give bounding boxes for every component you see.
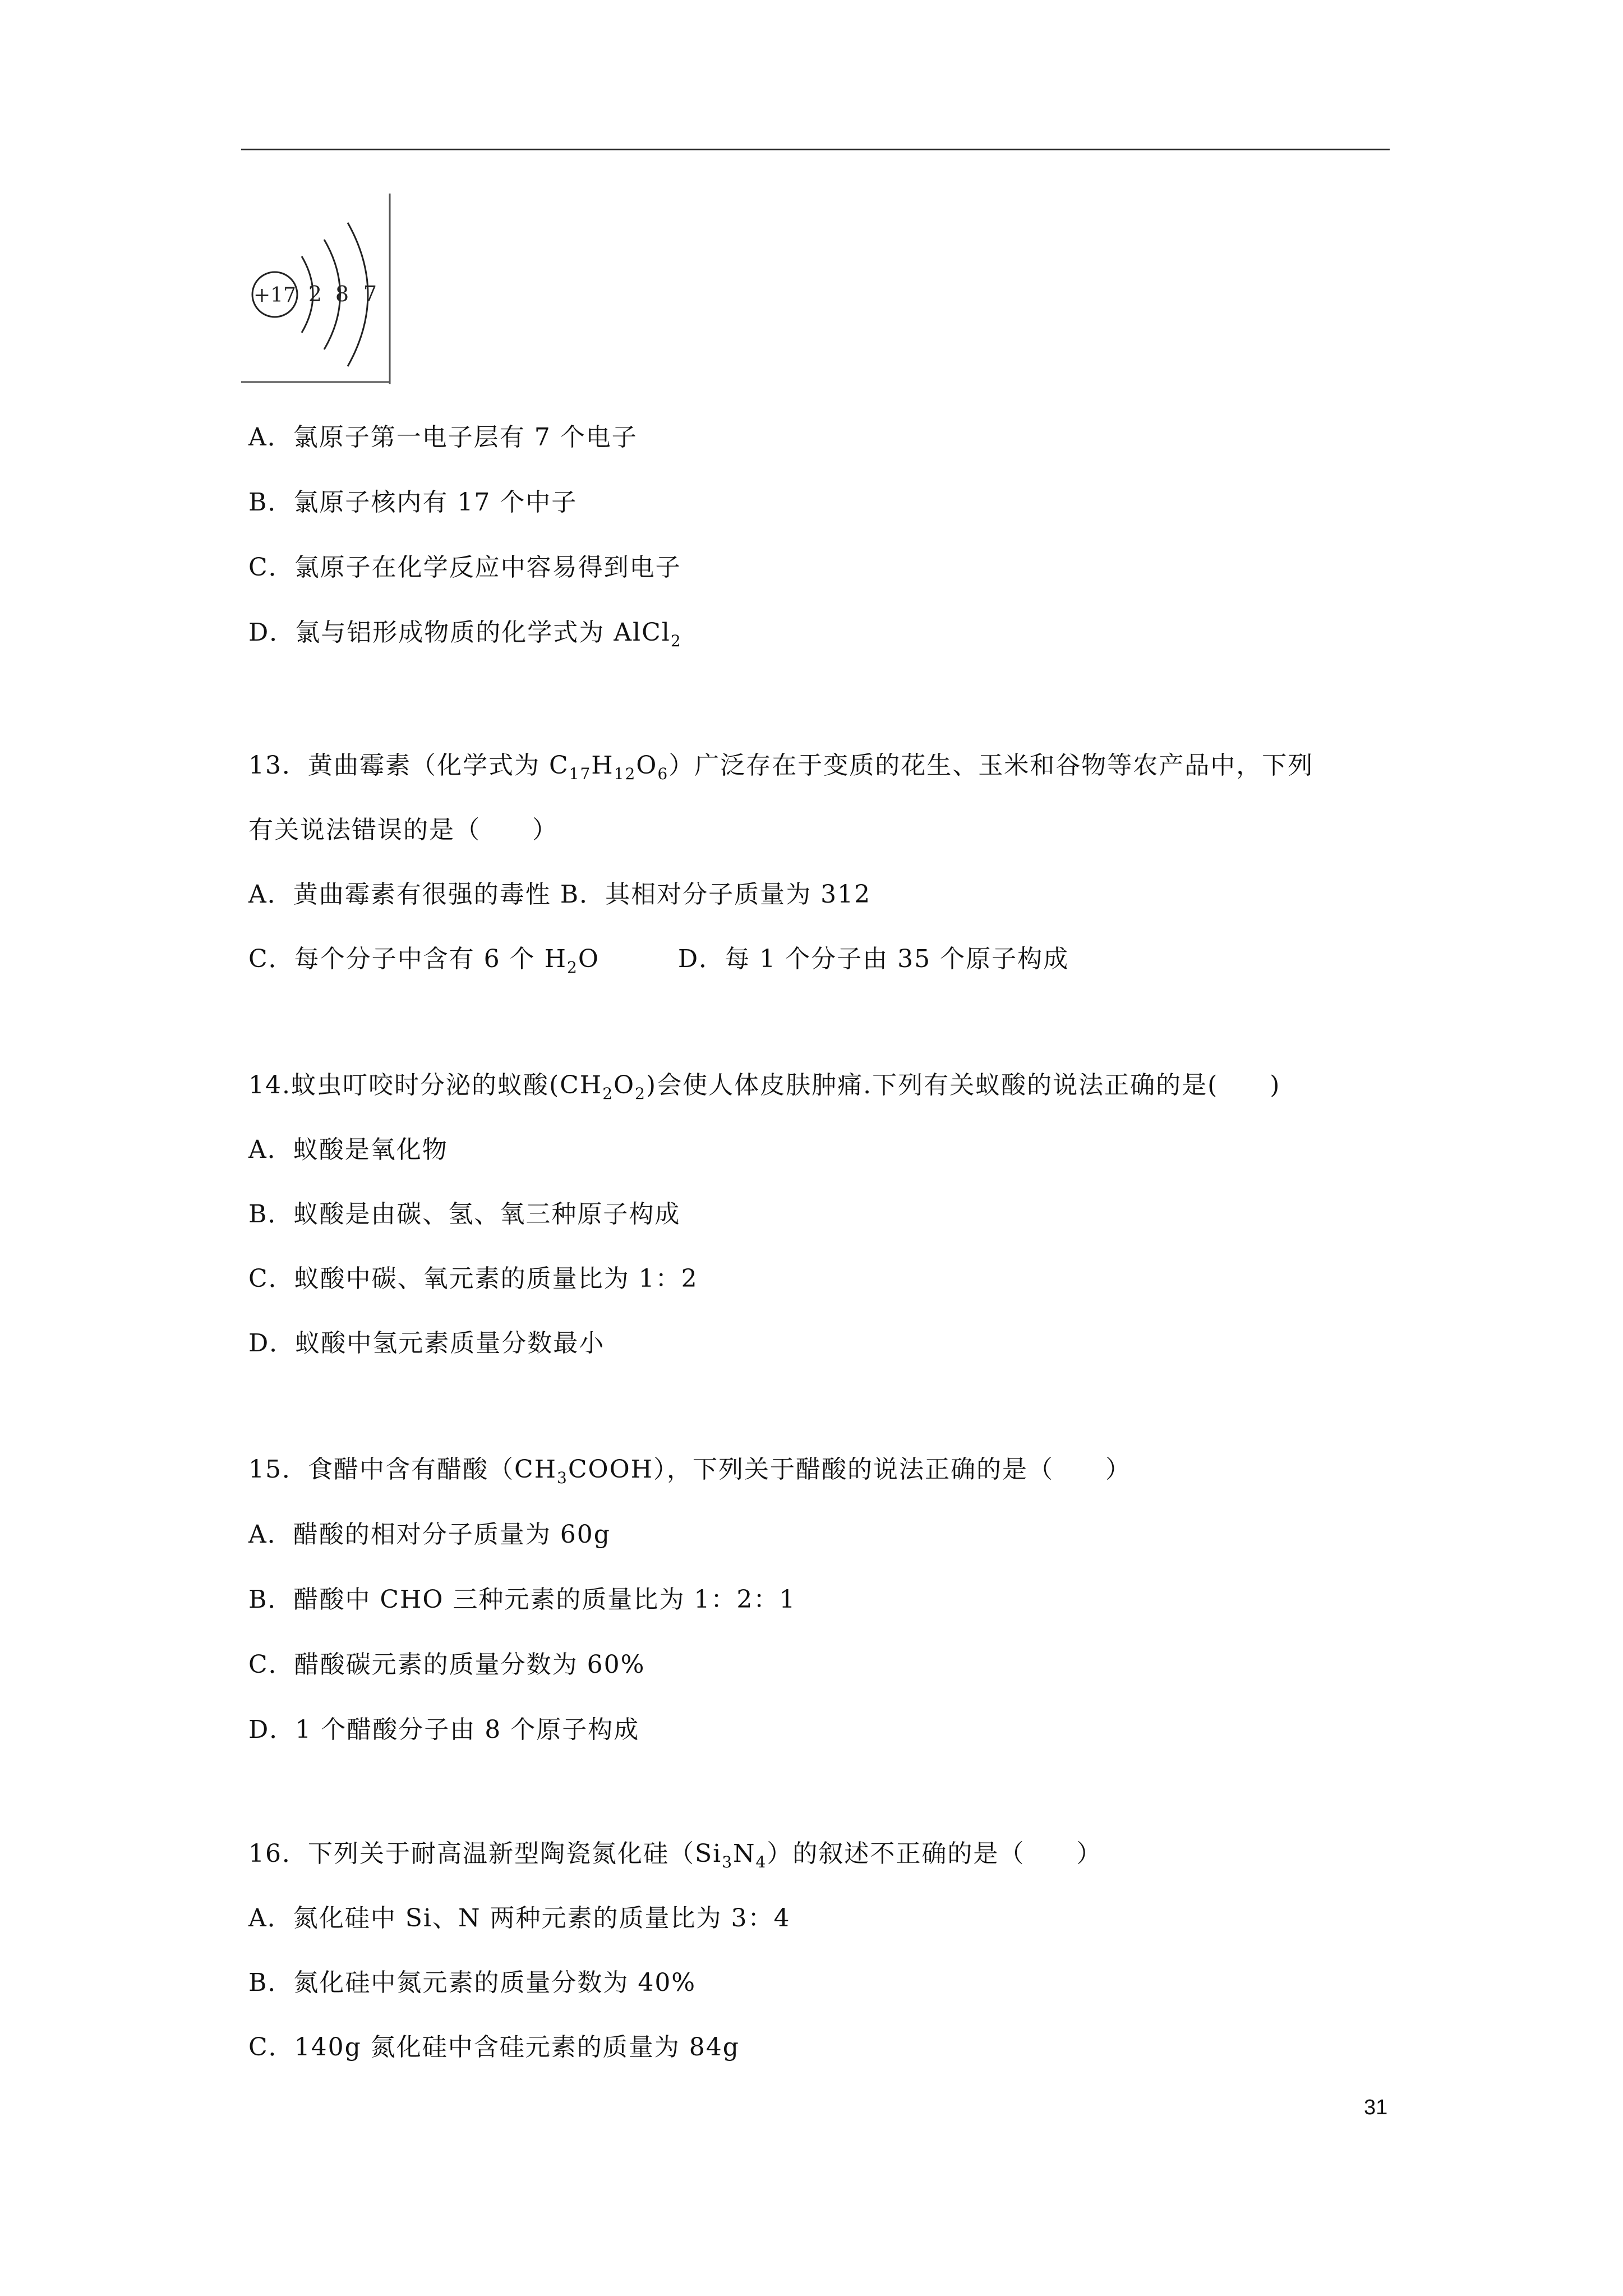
header-rule xyxy=(241,149,1390,150)
q16-stem: 16．下列关于耐高温新型陶瓷氮化硅$(Si_3N_4)$的叙述不正确的是（ ） xyxy=(248,1839,1103,1871)
shell-1-electrons: 2 xyxy=(308,282,322,306)
chlorine-atom-structure-diagram xyxy=(241,194,399,384)
q14-option-b: B．蚁酸是由碳、氢、氧三种原子构成 xyxy=(248,1200,681,1228)
q14-option-c: C．蚁酸中碳、氧元素的质量比为 1：2 xyxy=(248,1264,698,1293)
q15-option-d: D．1 个醋酸分子由 8 个原子构成 xyxy=(248,1715,640,1744)
q15-option-c: C．醋酸碳元素的质量分数为 60% xyxy=(248,1650,645,1679)
q15-option-b: B．醋酸中 CHO 三种元素的质量比为 1：2：1 xyxy=(248,1585,796,1614)
q14-stem: 14.蚊虫叮咬时分泌的蚁酸$(CH_2O_2)$会使人体皮肤肿痛.下列有关蚁酸的说法正确的是( ) xyxy=(248,1071,1281,1103)
q13-options-cd xyxy=(248,942,1069,976)
q16-option-a: A．氮化硅中 Si、N 两种元素的质量比为 3：4 xyxy=(248,1904,791,1932)
q15-stem: 15．食醋中含有醋酸$(CH_3COOH)$，下列关于醋酸的说法正确的是（ ） xyxy=(248,1455,1132,1487)
q12-option-a: A．氯原子第一电子层有 7 个电子 xyxy=(248,423,638,452)
q12-option-c: C．氯原子在化学反应中容易得到电子 xyxy=(248,553,681,582)
q15-option-a: A．醋酸的相对分子质量为 60g xyxy=(248,1520,611,1549)
nucleus-label: +17 xyxy=(253,284,296,307)
q14-option-a: A．蚁酸是氧化物 xyxy=(248,1135,448,1164)
q13-stem-line1: 13．黄曲霉素（化学式为 $C_{17}H_{12}O_6$）广泛存在于变质的花生、玉米和谷物等农产品中，下列 xyxy=(248,751,1314,783)
q12-option-d: D．氯与铝形成物质的化学式为 AlCl$_2$ xyxy=(248,618,682,650)
q16-option-b: B．氮化硅中氮元素的质量分数为 40% xyxy=(248,1968,697,1997)
q13-stem-line2: 有关说法错误的是（ ） xyxy=(248,816,558,844)
q13-option-d: D．每 1 个分子由 35 个原子构成 xyxy=(677,945,1069,973)
q13-options-ab: A．黄曲霉素有很强的毒性 B．其相对分子质量为 312 xyxy=(248,880,872,909)
q14-option-d: D．蚁酸中氢元素质量分数最小 xyxy=(248,1329,605,1358)
page-number: 31 xyxy=(1364,2096,1388,2119)
q12-option-b: B．氯原子核内有 17 个中子 xyxy=(248,488,578,517)
q16-option-c: C．140g 氮化硅中含硅元素的质量为 84g xyxy=(248,2033,740,2062)
q13-option-c: C．每个分子中含有 6 个 $H_2O$ xyxy=(248,945,600,977)
shell-3-electrons: 7 xyxy=(363,282,377,306)
shell-2-electrons: 8 xyxy=(335,282,349,306)
